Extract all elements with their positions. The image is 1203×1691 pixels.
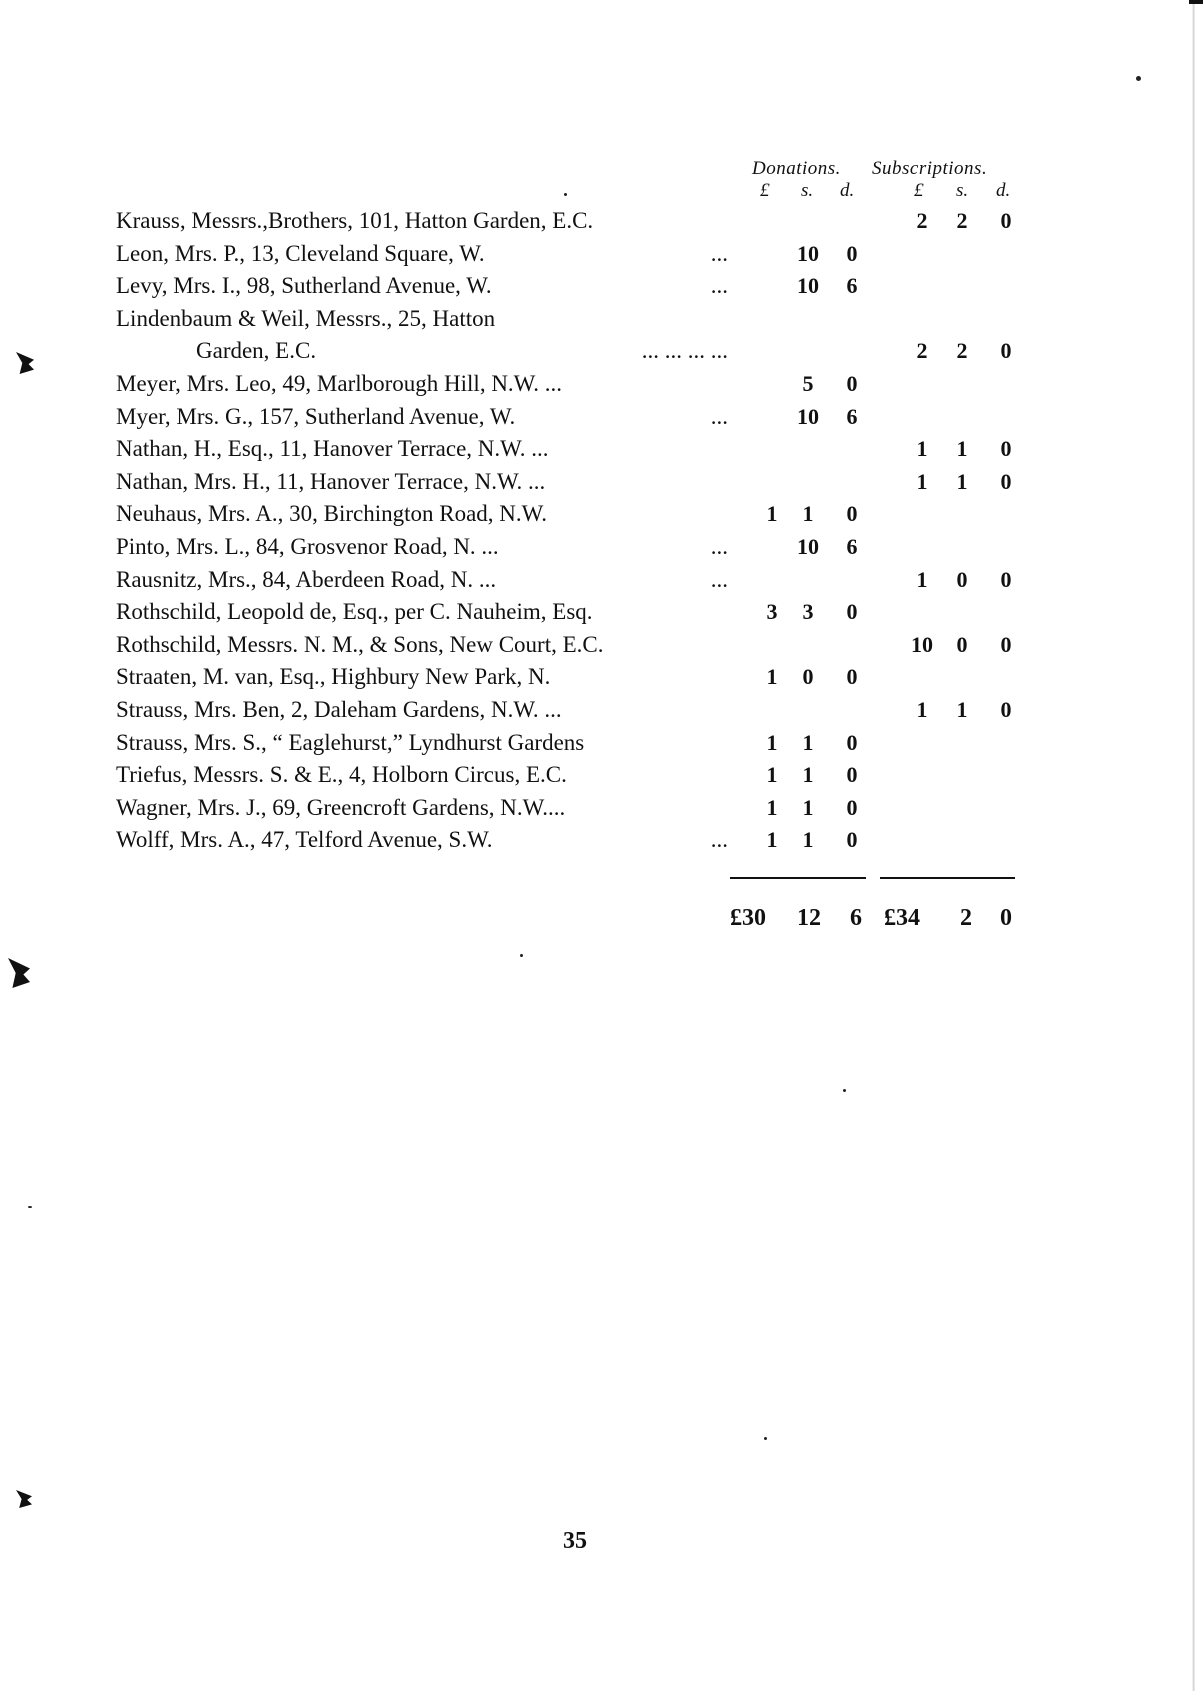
donation-shillings: 3 (802, 599, 814, 624)
donation-pounds: 1 (766, 827, 778, 852)
subscription-pounds: 1 (916, 567, 928, 592)
subscription-pence: 0 (1000, 338, 1012, 363)
donation-pence: 6 (846, 273, 858, 298)
subscription-pounds: 1 (916, 697, 928, 722)
subscription-pence: 0 (1000, 697, 1012, 722)
subscriber-name: Strauss, Mrs. S., “ Eaglehurst,” Lyndhurst Gardens (116, 730, 585, 755)
ink-speck (28, 1206, 32, 1208)
subscriber-name: Levy, Mrs. I., 98, Sutherland Avenue, W. (116, 273, 492, 298)
subscription-pounds: 1 (916, 436, 928, 461)
donation-shillings: 1 (802, 827, 814, 852)
page-number: 35 (563, 1528, 587, 1554)
donation-pence: 0 (846, 795, 858, 820)
subscriber-name: Strauss, Mrs. Ben, 2, Daleham Gardens, N.W. ... (116, 697, 562, 722)
ink-blot (8, 958, 30, 988)
ink-speck (1136, 76, 1141, 81)
subscriber-name: Krauss, Messrs.,Brothers, 101, Hatton Garden, E.C. (116, 208, 594, 233)
donation-pounds: 3 (766, 599, 778, 624)
donations-header: Donations. (752, 158, 841, 179)
subscriber-name: Lindenbaum & Weil, Messrs., 25, Hatton (116, 306, 496, 331)
ink-speck (764, 1437, 767, 1440)
subscriber-name: Wolff, Mrs. A., 47, Telford Avenue, S.W. (116, 827, 493, 852)
subscription-shillings: 1 (956, 469, 968, 494)
donation-shillings: 1 (802, 762, 814, 787)
subscription-pounds: 1 (916, 469, 928, 494)
corner-mark (1189, 0, 1203, 4)
subscriptions-total-rule (880, 877, 1015, 879)
subscriber-name: Wagner, Mrs. J., 69, Greencroft Gardens, N.W.... (116, 795, 566, 820)
donation-shillings: 5 (802, 371, 814, 396)
leader-dots: ... (710, 241, 728, 266)
donation-pence: 6 (846, 534, 858, 559)
subscriber-name: Neuhaus, Mrs. A., 30, Birchington Road, N.W. (116, 501, 548, 526)
donation-pence: 0 (846, 762, 858, 787)
donations-total-rule (730, 877, 866, 879)
subscriber-name: Garden, E.C. (196, 338, 317, 363)
donations-total-pence: 6 (850, 905, 862, 931)
subscriber-name: Pinto, Mrs. L., 84, Grosvenor Road, N. ... (116, 534, 499, 559)
donation-pence: 0 (846, 827, 858, 852)
leader-dots: ... (710, 827, 728, 852)
donation-shillings: 10 (797, 534, 819, 559)
donation-pence: 0 (846, 599, 858, 624)
subscription-shillings: 1 (956, 697, 968, 722)
page-edge-shadow (1192, 0, 1195, 1691)
subscriber-name: Rausnitz, Mrs., 84, Aberdeen Road, N. ... (116, 567, 497, 592)
donation-pence: 0 (846, 664, 858, 689)
donation-pence: 6 (846, 404, 858, 429)
leader-dots: ... (710, 273, 728, 298)
donation-pounds: 1 (766, 501, 778, 526)
subscriber-name: Nathan, H., Esq., 11, Hanover Terrace, N.W. ... (116, 436, 549, 461)
donations-total-pounds: £30 (730, 905, 766, 931)
subscription-pounds: 2 (916, 338, 928, 363)
subscriber-name: Leon, Mrs. P., 13, Cleveland Square, W. (116, 241, 485, 266)
subscriber-name: Straaten, M. van, Esq., Highbury New Park, N. (116, 664, 551, 689)
donation-pounds: 1 (766, 664, 778, 689)
subscriptions-total-pence: 0 (1000, 905, 1012, 931)
donation-shillings: 1 (802, 730, 814, 755)
donation-pence: 0 (846, 241, 858, 266)
donation-pence: 0 (846, 730, 858, 755)
donation-shillings: 10 (797, 273, 819, 298)
subscription-pence: 0 (1000, 208, 1012, 233)
subscription-pence: 0 (1000, 567, 1012, 592)
subscriptions-header: Subscriptions. (872, 158, 988, 179)
leader-dots: ... ... ... ... (641, 338, 728, 363)
subscription-pence: 0 (1000, 436, 1012, 461)
subscriber-name: Rothschild, Leopold de, Esq., per C. Nauheim, Esq. (116, 599, 593, 624)
donations-total-shillings: 12 (797, 905, 821, 931)
leader-dots: ... (710, 567, 728, 592)
donation-shillings: 0 (802, 664, 814, 689)
ink-blot (16, 352, 34, 374)
donation-shillings: 10 (797, 404, 819, 429)
donation-pounds: 1 (766, 762, 778, 787)
subscriber-name: Rothschild, Messrs. N. M., & Sons, New Court, E.C. (116, 632, 604, 657)
ink-speck (564, 193, 567, 196)
subscriptions-shillings-header: s. (956, 180, 969, 201)
donations-pound-header: £ (760, 180, 770, 201)
subscriptions-total-pounds: £34 (884, 905, 920, 931)
donation-pounds: 1 (766, 730, 778, 755)
donation-shillings: 1 (802, 501, 814, 526)
subscriber-name: Meyer, Mrs. Leo, 49, Marlborough Hill, N.W. ... (116, 371, 563, 396)
ink-blot (16, 1490, 32, 1508)
subscription-shillings: 0 (956, 632, 968, 657)
subscriber-name: Triefus, Messrs. S. & E., 4, Holborn Circus, E.C. (116, 762, 567, 787)
donations-shillings-header: s. (801, 180, 814, 201)
subscriptions-pound-header: £ (914, 180, 924, 201)
subscription-shillings: 0 (956, 567, 968, 592)
leader-dots: ... (710, 404, 728, 429)
subscription-shillings: 1 (956, 436, 968, 461)
subscription-pounds: 10 (911, 632, 933, 657)
subscription-pence: 0 (1000, 469, 1012, 494)
subscriptions-total-shillings: 2 (960, 905, 972, 931)
donation-pounds: 1 (766, 795, 778, 820)
donations-pence-header: d. (840, 180, 855, 201)
subscriptions-pence-header: d. (996, 180, 1011, 201)
subscription-shillings: 2 (956, 208, 968, 233)
ink-speck (843, 1089, 846, 1092)
subscriber-name: Myer, Mrs. G., 157, Sutherland Avenue, W. (116, 404, 516, 429)
subscription-shillings: 2 (956, 338, 968, 363)
donation-shillings: 1 (802, 795, 814, 820)
leader-dots: ... (710, 534, 728, 559)
donation-shillings: 10 (797, 241, 819, 266)
subscription-pounds: 2 (916, 208, 928, 233)
donation-pence: 0 (846, 501, 858, 526)
subscriber-name: Nathan, Mrs. H., 11, Hanover Terrace, N.W. ... (116, 469, 546, 494)
subscription-pence: 0 (1000, 632, 1012, 657)
donation-pence: 0 (846, 371, 858, 396)
ink-speck (520, 954, 523, 957)
